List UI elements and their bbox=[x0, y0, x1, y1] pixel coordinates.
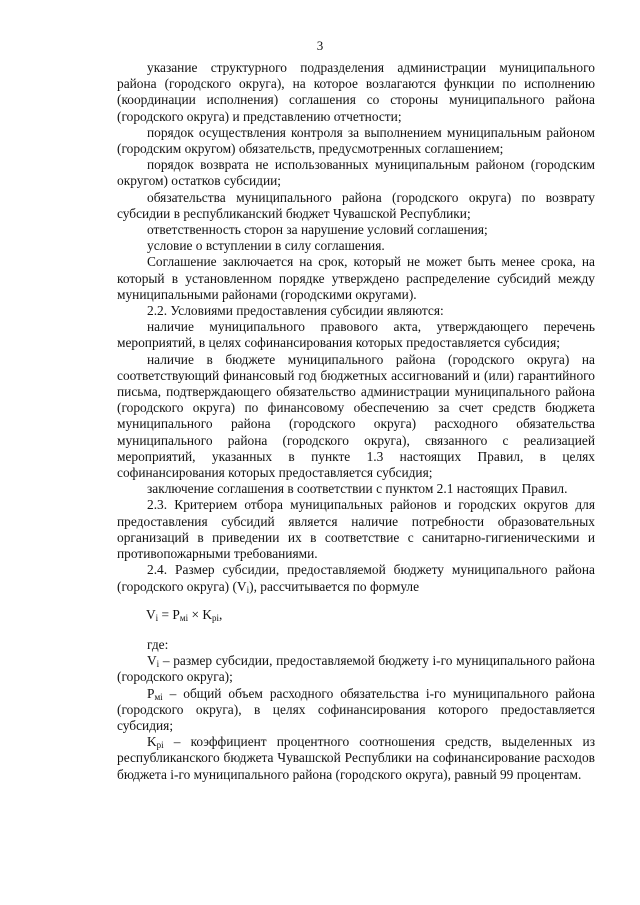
formula-times: × K bbox=[188, 607, 213, 622]
subscript: мi bbox=[179, 613, 189, 623]
paragraph: условие о вступлении в силу соглашения. bbox=[147, 238, 385, 254]
legend-intro: где: bbox=[147, 637, 169, 652]
paragraph-subsidy-size bbox=[117, 562, 595, 594]
paragraph: 2.3. Критерием отбора муниципальных районов и городских округов для предоставления субсидий является наличие потребности образовательных организаций в приведении их в соответствие с санитарно-гигиеническими и противопожарными требованиями. bbox=[117, 497, 595, 562]
subscript: мi bbox=[154, 691, 163, 702]
formula-end: , bbox=[219, 607, 223, 622]
formula-lhs: V bbox=[146, 607, 156, 622]
paragraph: ответственность сторон за нарушение условий соглашения; bbox=[147, 222, 488, 238]
subscript: i bbox=[246, 584, 250, 595]
subscript: pi bbox=[156, 740, 164, 751]
paragraph-text: 2.4. Размер субсидии, предоставляемой бюджету муниципального района (городского округа) (V bbox=[117, 562, 595, 594]
legend-symbol: K bbox=[147, 734, 157, 750]
paragraph: указание структурного подразделения администрации муниципального района (городского округа), на которое возлагаются функции по исполнению (координации исполнения) соглашения со стороны муниципального района (городского округа) и представлению отчетности; bbox=[117, 60, 595, 124]
formula-legend bbox=[117, 637, 595, 783]
subscript: pi bbox=[212, 613, 220, 623]
legend-item-k bbox=[117, 734, 595, 783]
paragraph: наличие муниципального правового акта, утверждающего перечень мероприятий, в целях софинансирования которых предоставляется субсидия; bbox=[117, 319, 595, 351]
legend-item-v bbox=[117, 653, 595, 685]
legend-symbol: P bbox=[147, 685, 155, 701]
formula-eq: = P bbox=[158, 607, 180, 622]
subscript: i bbox=[156, 659, 160, 670]
subscript: i bbox=[155, 613, 159, 623]
paragraph: Соглашение заключается на срок, который не может быть менее срока, на который в установленном порядке утверждено распределение субсидий между муниципальными районами (городскими округами). bbox=[117, 254, 595, 302]
page-number: 3 bbox=[316, 38, 324, 53]
legend-item-p bbox=[117, 686, 595, 735]
paragraph: 2.2. Условиями предоставления субсидии являются: bbox=[147, 303, 444, 319]
paragraph: заключение соглашения в соответствии с пунктом 2.1 настоящих Правил. bbox=[147, 481, 568, 497]
paragraph-text: ), рассчитывается по формуле bbox=[249, 578, 420, 594]
legend-symbol: V bbox=[147, 653, 157, 669]
legend-text: – размер субсидии, предоставляемой бюджету i-го муниципального района (городского округа); bbox=[117, 653, 595, 685]
legend-text: – коэффициент процентного соотношения средств, выделенных из республиканского бюджета Чувашской Республики на софинансирование расходов бюджета i-го муниципального района (городского округа), равный 99 процентам. bbox=[117, 734, 595, 782]
paragraph: наличие в бюджете муниципального района (городского округа) на соответствующий финансовый год бюджетных ассигнований и (или) гарантийного письма, подтверждающего обязательство администрации муниципального района (городского округа) по финансовому обеспечению за счет средств бюджета муниципального района (городского округа) расходного обязательства муниципального района (городского округа), связанного с реализацией мероприятий, указанных в пункте 1.3 настоящих Правил, в целях софинансирования которых предоставляется субсидия; bbox=[117, 351, 595, 481]
paragraph: порядок осуществления контроля за выполнением муниципальным районом (городским округом) обязательств, предусмотренных соглашением; bbox=[117, 124, 595, 157]
paragraph: обязательства муниципального района (городского округа) по возврату субсидии в республиканский бюджет Чувашской Республики; bbox=[117, 189, 595, 221]
formula bbox=[146, 607, 222, 623]
legend-text: – общий объем расходного обязательства i-го муниципального района (городского округа), в целях софинансирования которого предоставляется субсидия; bbox=[117, 685, 595, 734]
document-body bbox=[117, 60, 595, 595]
paragraph: порядок возврата не использованных муниципальным районом (городским округом) остатков субсидии; bbox=[117, 157, 595, 189]
